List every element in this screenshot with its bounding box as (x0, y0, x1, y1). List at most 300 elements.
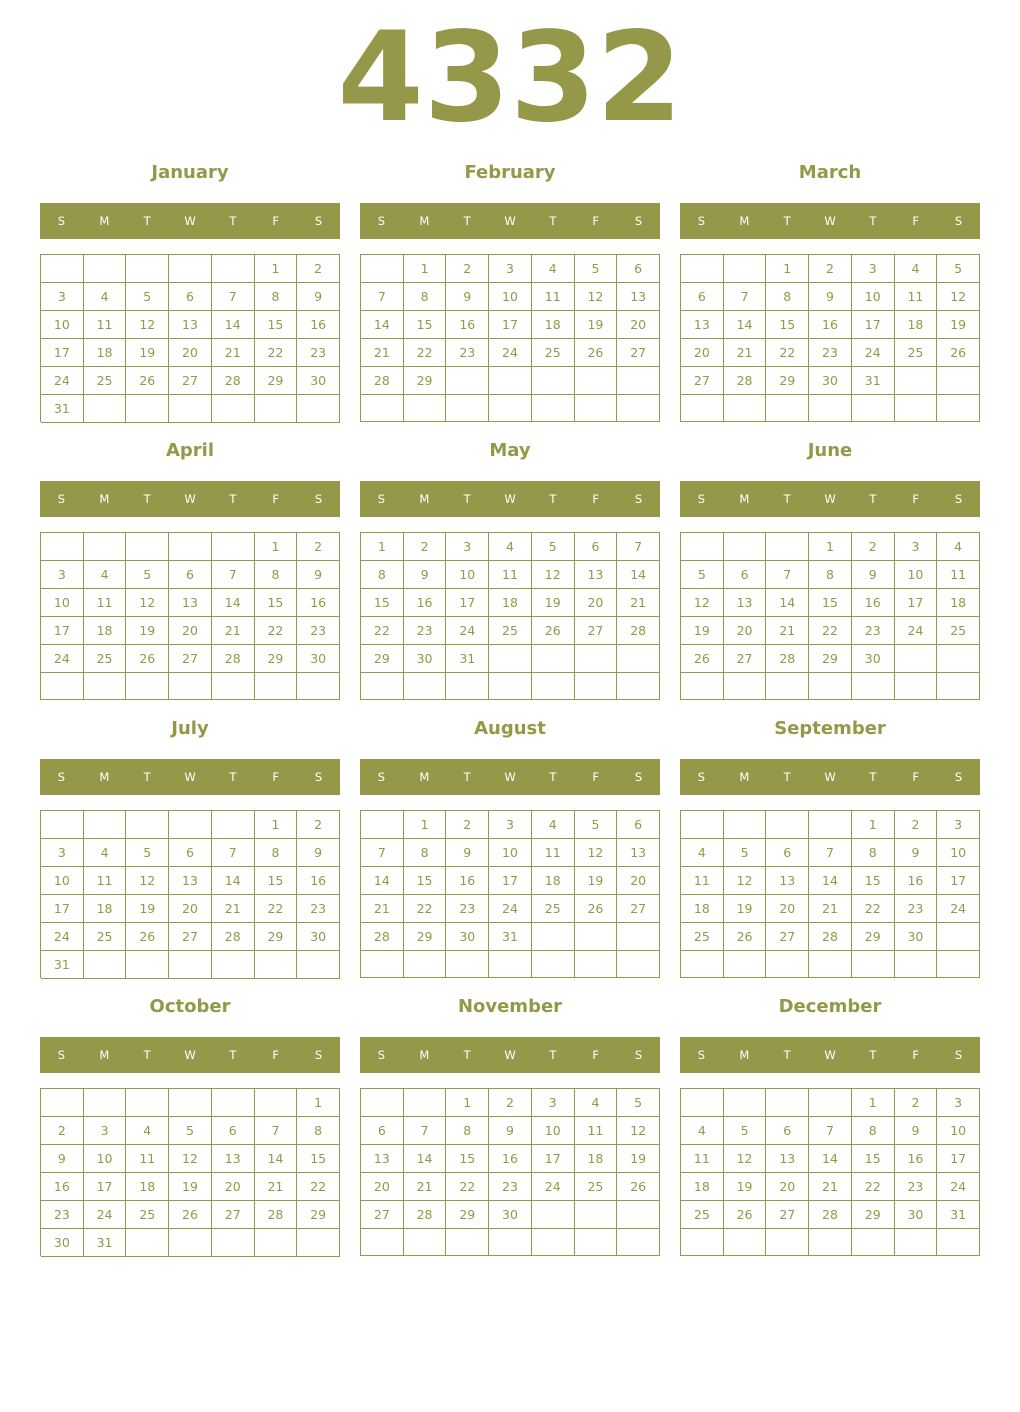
weekday-label: T (869, 1048, 877, 1062)
empty-day-cell (681, 1229, 724, 1256)
day-cell: 9 (297, 283, 340, 311)
day-cell: 3 (852, 255, 895, 283)
day-cell: 14 (361, 311, 404, 339)
day-cell: 21 (212, 339, 255, 367)
empty-day-cell (126, 1089, 169, 1117)
day-cell: 10 (446, 561, 489, 589)
empty-day-cell (126, 673, 169, 700)
day-cell: 7 (255, 1117, 298, 1145)
day-cell: 27 (169, 645, 212, 673)
empty-day-cell (575, 645, 618, 673)
day-cell: 17 (489, 311, 532, 339)
day-cell: 26 (126, 923, 169, 951)
day-cell: 22 (361, 617, 404, 645)
day-cell: 10 (489, 839, 532, 867)
day-cell: 18 (532, 311, 575, 339)
day-cell: 12 (126, 311, 169, 339)
day-cell: 7 (724, 283, 767, 311)
day-cell: 25 (84, 645, 127, 673)
weekday-label: M (739, 770, 750, 784)
day-cell: 11 (681, 867, 724, 895)
day-cell: 2 (297, 533, 340, 561)
weekday-label: M (739, 1048, 750, 1062)
day-cell: 18 (84, 895, 127, 923)
day-cell: 10 (895, 561, 938, 589)
day-cell: 28 (404, 1201, 447, 1229)
weekday-label: S (954, 1048, 963, 1062)
day-cell: 26 (575, 339, 618, 367)
day-cell: 2 (297, 811, 340, 839)
day-grid (680, 810, 980, 978)
empty-day-cell (681, 533, 724, 561)
weekday-label: W (184, 492, 196, 506)
weekday-label: S (377, 1048, 386, 1062)
day-cell: 3 (41, 561, 84, 589)
empty-day-cell (724, 811, 767, 839)
empty-day-cell (532, 645, 575, 673)
day-cell: 15 (297, 1145, 340, 1173)
day-cell: 11 (532, 283, 575, 311)
weekday-label: M (419, 770, 430, 784)
empty-day-cell (724, 395, 767, 422)
day-cell: 31 (41, 951, 84, 979)
empty-day-cell (895, 395, 938, 422)
day-cell: 16 (489, 1145, 532, 1173)
empty-day-cell (489, 395, 532, 422)
day-cell: 4 (532, 811, 575, 839)
weekday-label: W (504, 492, 516, 506)
weekday-label: F (912, 492, 920, 506)
weekday-label: T (869, 770, 877, 784)
day-cell: 17 (895, 589, 938, 617)
day-cell: 2 (895, 811, 938, 839)
day-cell: 22 (255, 617, 298, 645)
empty-day-cell (404, 673, 447, 700)
day-cell: 9 (446, 839, 489, 867)
empty-day-cell (212, 673, 255, 700)
empty-day-cell (255, 1089, 298, 1117)
day-cell: 20 (361, 1173, 404, 1201)
day-cell: 1 (809, 533, 852, 561)
day-cell: 9 (297, 839, 340, 867)
weekday-label: T (549, 1048, 557, 1062)
day-cell: 16 (809, 311, 852, 339)
day-cell: 29 (852, 1201, 895, 1229)
day-cell: 20 (169, 895, 212, 923)
day-cell: 2 (404, 533, 447, 561)
day-cell: 18 (489, 589, 532, 617)
day-cell: 5 (532, 533, 575, 561)
day-cell: 12 (532, 561, 575, 589)
empty-day-cell (404, 1089, 447, 1117)
empty-day-cell (766, 673, 809, 700)
empty-day-cell (809, 1089, 852, 1117)
weekday-label: M (99, 1048, 110, 1062)
weekday-label: M (99, 214, 110, 228)
empty-day-cell (766, 533, 809, 561)
day-cell: 19 (575, 311, 618, 339)
empty-day-cell (169, 1229, 212, 1257)
day-cell: 13 (212, 1145, 255, 1173)
day-cell: 26 (126, 645, 169, 673)
day-cell: 24 (937, 895, 980, 923)
day-cell: 29 (255, 923, 298, 951)
day-cell: 26 (575, 895, 618, 923)
day-cell: 7 (361, 839, 404, 867)
day-cell: 27 (766, 1201, 809, 1229)
day-cell: 1 (766, 255, 809, 283)
weekday-header (40, 759, 340, 795)
weekday-label: S (377, 770, 386, 784)
day-cell: 13 (169, 589, 212, 617)
day-cell: 28 (255, 1201, 298, 1229)
day-cell: 24 (895, 617, 938, 645)
empty-day-cell (617, 951, 660, 978)
day-cell: 23 (297, 617, 340, 645)
weekday-label: T (229, 214, 237, 228)
day-cell: 5 (126, 561, 169, 589)
weekday-label: T (229, 492, 237, 506)
day-cell: 7 (212, 839, 255, 867)
day-cell: 1 (361, 533, 404, 561)
day-cell: 14 (809, 867, 852, 895)
day-cell: 26 (126, 367, 169, 395)
day-cell: 20 (617, 311, 660, 339)
empty-day-cell (297, 1229, 340, 1257)
empty-day-cell (169, 255, 212, 283)
empty-day-cell (575, 367, 618, 395)
day-cell: 29 (361, 645, 404, 673)
weekday-label: M (99, 492, 110, 506)
empty-day-cell (617, 367, 660, 395)
day-cell: 27 (575, 617, 618, 645)
empty-day-cell (617, 673, 660, 700)
day-cell: 24 (41, 645, 84, 673)
day-cell: 6 (766, 1117, 809, 1145)
day-cell: 26 (617, 1173, 660, 1201)
day-grid (40, 254, 340, 422)
day-cell: 30 (297, 923, 340, 951)
day-cell: 11 (895, 283, 938, 311)
day-cell: 11 (489, 561, 532, 589)
empty-day-cell (361, 1089, 404, 1117)
day-cell: 11 (681, 1145, 724, 1173)
day-cell: 18 (575, 1145, 618, 1173)
weekday-header (360, 481, 660, 517)
empty-day-cell (724, 1089, 767, 1117)
day-cell: 25 (937, 617, 980, 645)
weekday-header (360, 203, 660, 239)
day-cell: 15 (404, 867, 447, 895)
day-cell: 25 (681, 923, 724, 951)
day-cell: 25 (575, 1173, 618, 1201)
day-cell: 29 (766, 367, 809, 395)
day-cell: 8 (404, 839, 447, 867)
weekday-label: S (697, 770, 706, 784)
weekday-label: F (912, 1048, 920, 1062)
day-cell: 2 (446, 255, 489, 283)
day-cell: 2 (297, 255, 340, 283)
day-cell: 18 (895, 311, 938, 339)
empty-day-cell (681, 673, 724, 700)
empty-day-cell (681, 951, 724, 978)
empty-day-cell (169, 673, 212, 700)
weekday-label: F (592, 770, 600, 784)
day-cell: 19 (681, 617, 724, 645)
day-cell: 25 (895, 339, 938, 367)
empty-day-cell (255, 395, 298, 423)
day-cell: 19 (126, 617, 169, 645)
day-cell: 26 (169, 1201, 212, 1229)
empty-day-cell (766, 1089, 809, 1117)
weekday-label: S (57, 492, 66, 506)
day-cell: 5 (617, 1089, 660, 1117)
day-cell: 2 (895, 1089, 938, 1117)
day-cell: 14 (255, 1145, 298, 1173)
weekday-label: F (272, 1048, 280, 1062)
empty-day-cell (84, 395, 127, 423)
day-cell: 11 (532, 839, 575, 867)
day-cell: 22 (297, 1173, 340, 1201)
day-cell: 11 (84, 311, 127, 339)
day-cell: 17 (937, 867, 980, 895)
empty-day-cell (212, 811, 255, 839)
day-cell: 31 (446, 645, 489, 673)
day-cell: 22 (852, 895, 895, 923)
weekday-label: T (463, 1048, 471, 1062)
day-cell: 12 (575, 283, 618, 311)
day-cell: 21 (617, 589, 660, 617)
empty-day-cell (446, 395, 489, 422)
month-name: September (774, 718, 886, 739)
day-cell: 25 (532, 339, 575, 367)
day-cell: 5 (724, 1117, 767, 1145)
day-cell: 17 (489, 867, 532, 895)
day-cell: 19 (575, 867, 618, 895)
weekday-label: S (57, 770, 66, 784)
day-cell: 18 (681, 1173, 724, 1201)
day-cell: 14 (212, 311, 255, 339)
empty-day-cell (766, 951, 809, 978)
day-cell: 12 (617, 1117, 660, 1145)
day-cell: 22 (404, 339, 447, 367)
day-cell: 15 (446, 1145, 489, 1173)
empty-day-cell (41, 255, 84, 283)
weekday-label: S (314, 214, 323, 228)
empty-day-cell (766, 395, 809, 422)
day-cell: 5 (937, 255, 980, 283)
day-cell: 4 (937, 533, 980, 561)
day-cell: 4 (681, 1117, 724, 1145)
day-cell: 8 (361, 561, 404, 589)
weekday-label: T (783, 1048, 791, 1062)
day-cell: 10 (84, 1145, 127, 1173)
day-cell: 2 (489, 1089, 532, 1117)
empty-day-cell (724, 255, 767, 283)
day-cell: 6 (575, 533, 618, 561)
day-cell: 27 (724, 645, 767, 673)
day-cell: 4 (84, 839, 127, 867)
empty-day-cell (852, 673, 895, 700)
day-cell: 5 (126, 283, 169, 311)
weekday-label: T (783, 492, 791, 506)
day-cell: 1 (852, 811, 895, 839)
day-cell: 12 (681, 589, 724, 617)
day-cell: 21 (766, 617, 809, 645)
day-cell: 10 (532, 1117, 575, 1145)
day-cell: 1 (404, 255, 447, 283)
day-cell: 13 (766, 1145, 809, 1173)
empty-day-cell (724, 1229, 767, 1256)
day-cell: 28 (212, 645, 255, 673)
empty-day-cell (575, 395, 618, 422)
day-cell: 31 (852, 367, 895, 395)
empty-day-cell (617, 645, 660, 673)
day-cell: 28 (617, 617, 660, 645)
day-cell: 16 (404, 589, 447, 617)
day-cell: 21 (361, 339, 404, 367)
day-grid (40, 810, 340, 978)
weekday-label: T (783, 214, 791, 228)
day-cell: 4 (532, 255, 575, 283)
day-cell: 10 (41, 867, 84, 895)
empty-day-cell (169, 533, 212, 561)
weekday-label: F (592, 1048, 600, 1062)
day-cell: 3 (489, 255, 532, 283)
day-grid (360, 810, 660, 978)
day-cell: 27 (617, 895, 660, 923)
weekday-label: W (504, 214, 516, 228)
weekday-label: F (912, 770, 920, 784)
day-cell: 9 (895, 1117, 938, 1145)
empty-day-cell (255, 673, 298, 700)
day-cell: 24 (41, 923, 84, 951)
day-cell: 24 (489, 339, 532, 367)
empty-day-cell (84, 255, 127, 283)
weekday-label: S (697, 214, 706, 228)
day-cell: 11 (937, 561, 980, 589)
month-name: December (778, 996, 882, 1017)
day-cell: 20 (169, 617, 212, 645)
day-cell: 5 (126, 839, 169, 867)
day-cell: 19 (937, 311, 980, 339)
month-name: July (171, 718, 209, 739)
day-cell: 16 (852, 589, 895, 617)
day-cell: 22 (766, 339, 809, 367)
empty-day-cell (809, 811, 852, 839)
day-cell: 10 (489, 283, 532, 311)
day-cell: 26 (724, 1201, 767, 1229)
day-cell: 20 (766, 895, 809, 923)
day-cell: 9 (895, 839, 938, 867)
empty-day-cell (41, 811, 84, 839)
day-cell: 20 (617, 867, 660, 895)
day-cell: 12 (724, 1145, 767, 1173)
empty-day-cell (895, 673, 938, 700)
day-grid (680, 532, 980, 700)
day-cell: 7 (212, 561, 255, 589)
empty-day-cell (297, 951, 340, 979)
day-cell: 27 (766, 923, 809, 951)
weekday-label: T (463, 492, 471, 506)
month-name: February (464, 162, 556, 183)
weekday-label: M (99, 770, 110, 784)
month-name: November (457, 996, 563, 1017)
empty-day-cell (446, 1229, 489, 1256)
empty-day-cell (169, 395, 212, 423)
day-cell: 15 (404, 311, 447, 339)
day-cell: 29 (255, 645, 298, 673)
empty-day-cell (575, 1229, 618, 1256)
weekday-label: T (869, 214, 877, 228)
day-cell: 30 (41, 1229, 84, 1257)
empty-day-cell (361, 1229, 404, 1256)
empty-day-cell (489, 1229, 532, 1256)
day-cell: 9 (404, 561, 447, 589)
day-cell: 10 (41, 589, 84, 617)
empty-day-cell (212, 1089, 255, 1117)
day-cell: 8 (297, 1117, 340, 1145)
day-cell: 16 (446, 867, 489, 895)
day-cell: 14 (766, 589, 809, 617)
weekday-label: F (912, 214, 920, 228)
day-cell: 22 (255, 339, 298, 367)
day-cell: 19 (724, 1173, 767, 1201)
day-grid (40, 1088, 340, 1256)
day-cell: 24 (532, 1173, 575, 1201)
weekday-label: W (824, 214, 836, 228)
empty-day-cell (937, 367, 980, 395)
day-cell: 14 (617, 561, 660, 589)
weekday-label: S (314, 492, 323, 506)
weekday-label: F (272, 492, 280, 506)
day-cell: 10 (41, 311, 84, 339)
day-cell: 7 (766, 561, 809, 589)
weekday-label: W (824, 1048, 836, 1062)
day-cell: 4 (84, 283, 127, 311)
day-cell: 18 (126, 1173, 169, 1201)
weekday-label: W (504, 1048, 516, 1062)
day-cell: 18 (84, 617, 127, 645)
weekday-label: T (143, 492, 151, 506)
day-cell: 22 (852, 1173, 895, 1201)
weekday-header (680, 481, 980, 517)
day-grid (680, 254, 980, 422)
empty-day-cell (617, 923, 660, 951)
empty-day-cell (681, 1089, 724, 1117)
day-cell: 8 (255, 283, 298, 311)
weekday-label: T (549, 492, 557, 506)
day-cell: 6 (617, 255, 660, 283)
empty-day-cell (212, 255, 255, 283)
empty-day-cell (361, 951, 404, 978)
day-cell: 24 (937, 1173, 980, 1201)
day-cell: 27 (169, 923, 212, 951)
empty-day-cell (361, 811, 404, 839)
empty-day-cell (532, 395, 575, 422)
day-cell: 13 (724, 589, 767, 617)
empty-day-cell (84, 1089, 127, 1117)
weekday-label: S (377, 492, 386, 506)
empty-day-cell (895, 645, 938, 673)
weekday-label: S (634, 770, 643, 784)
day-cell: 17 (41, 895, 84, 923)
day-cell: 21 (212, 617, 255, 645)
day-cell: 24 (446, 617, 489, 645)
day-cell: 11 (84, 589, 127, 617)
day-cell: 30 (895, 1201, 938, 1229)
day-cell: 14 (212, 589, 255, 617)
